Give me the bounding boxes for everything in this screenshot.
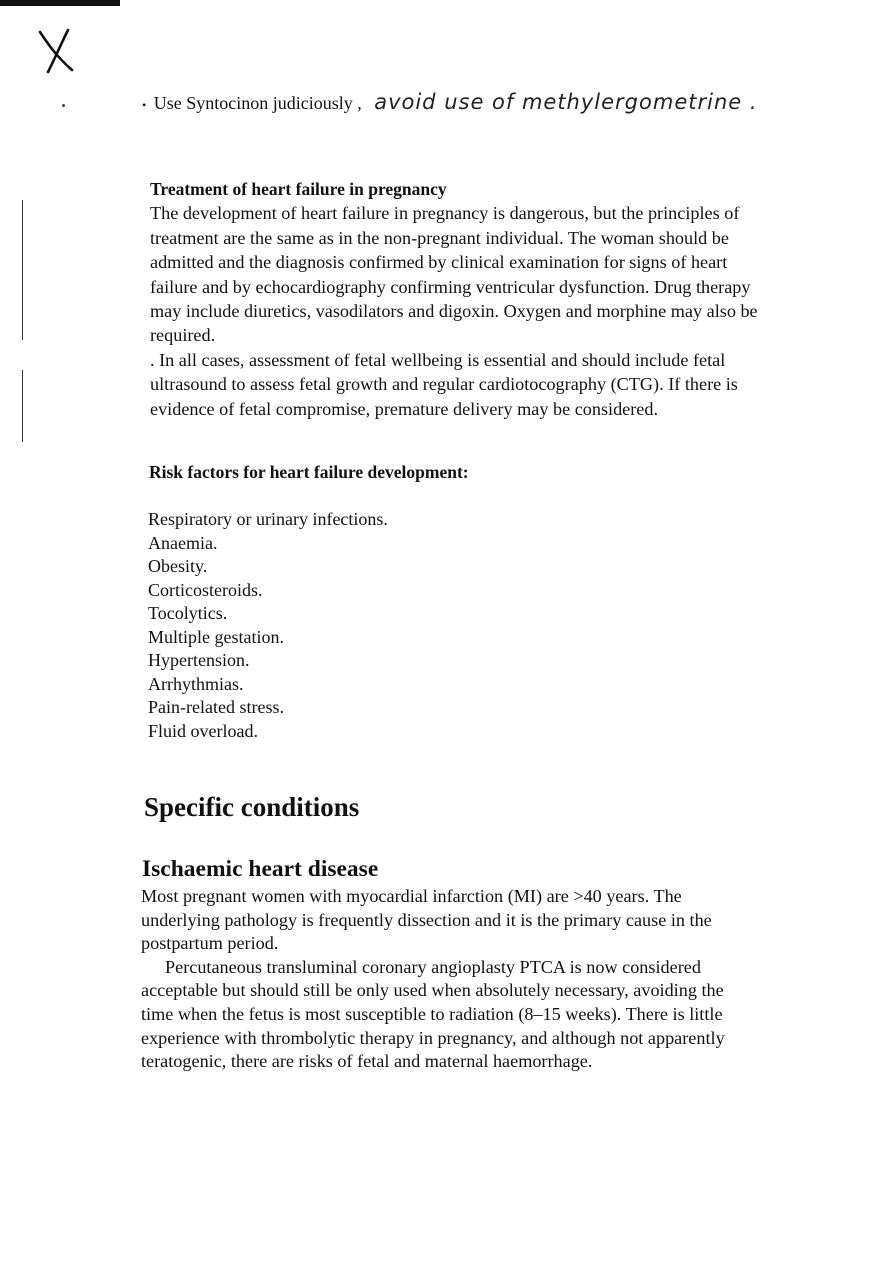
- ischaemic-body: [141, 885, 741, 1074]
- list-item: Corticosteroids.: [148, 579, 263, 600]
- treatment-section: [150, 177, 760, 421]
- ischaemic-paragraph-1: Most pregnant women with myocardial infarction (MI) are >40 years. The underlying pathology is frequently dissection and it is the primary cause in the postpartum period.: [141, 886, 712, 954]
- scan-edge-bar: [0, 0, 120, 6]
- ischaemic-paragraph-2: Percutaneous transluminal coronary angioplasty PTCA is now considered acceptable but should still be only used when absolutely necessary, avoiding the time when the fetus is most susceptible to radiation (8–15 weeks). There is little experience with thrombolytic therapy in pregnancy, and although not apparently teratogenic, there are risks of fetal and maternal haemorrhage.: [141, 956, 725, 1072]
- ischaemic-heading: Ischaemic heart disease: [142, 856, 379, 882]
- specific-conditions-heading: Specific conditions: [144, 792, 360, 822]
- list-item: Fluid overload.: [148, 720, 258, 741]
- list-item: Tocolytics.: [148, 603, 228, 623]
- printed-note: Use Syntocinon judiciously ,: [153, 93, 362, 113]
- treatment-heading: Treatment of heart failure in pregnancy: [150, 179, 447, 199]
- list-item: Arrhythmias.: [148, 673, 244, 694]
- list-item: Anaemia.: [148, 532, 218, 553]
- treatment-paragraph-1: The development of heart failure in pregnancy is dangerous, but the principles of treatment are the same as in the non-pregnant individual. The woman should be admitted and the diagnosis confirmed by clinical examination for signs of heart failure and by echocardiography confirming ventricular dysfunction. Drug therapy may include diuretics, vasodilators and digoxin. Oxygen and morphine may also be required.: [150, 203, 758, 346]
- scan-speck: [62, 104, 65, 107]
- bullet: •: [142, 98, 147, 112]
- margin-line-upper: [22, 200, 23, 340]
- list-item: Multiple gestation.: [148, 626, 284, 647]
- list-item: Pain-related stress.: [148, 697, 284, 717]
- list-item: Respiratory or urinary infections.: [148, 509, 388, 529]
- treatment-paragraph-2: . In all cases, assessment of fetal wellbeing is essential and should include fetal ultrasound to assess fetal growth and regular cardiotocography (CTG). If there is evidence of fetal compromise, premature delivery may be considered.: [150, 349, 738, 419]
- risk-heading: Risk factors for heart failure development:: [149, 462, 469, 482]
- syntocinon-note: [142, 90, 758, 114]
- handwritten-x-mark: [36, 28, 76, 74]
- list-item: Hypertension.: [148, 650, 250, 670]
- handwritten-annotation: avoid use of methylergometrine .: [374, 90, 758, 114]
- margin-line-lower: [22, 370, 23, 442]
- list-item: Obesity.: [148, 556, 208, 576]
- risk-factor-list: [148, 508, 388, 743]
